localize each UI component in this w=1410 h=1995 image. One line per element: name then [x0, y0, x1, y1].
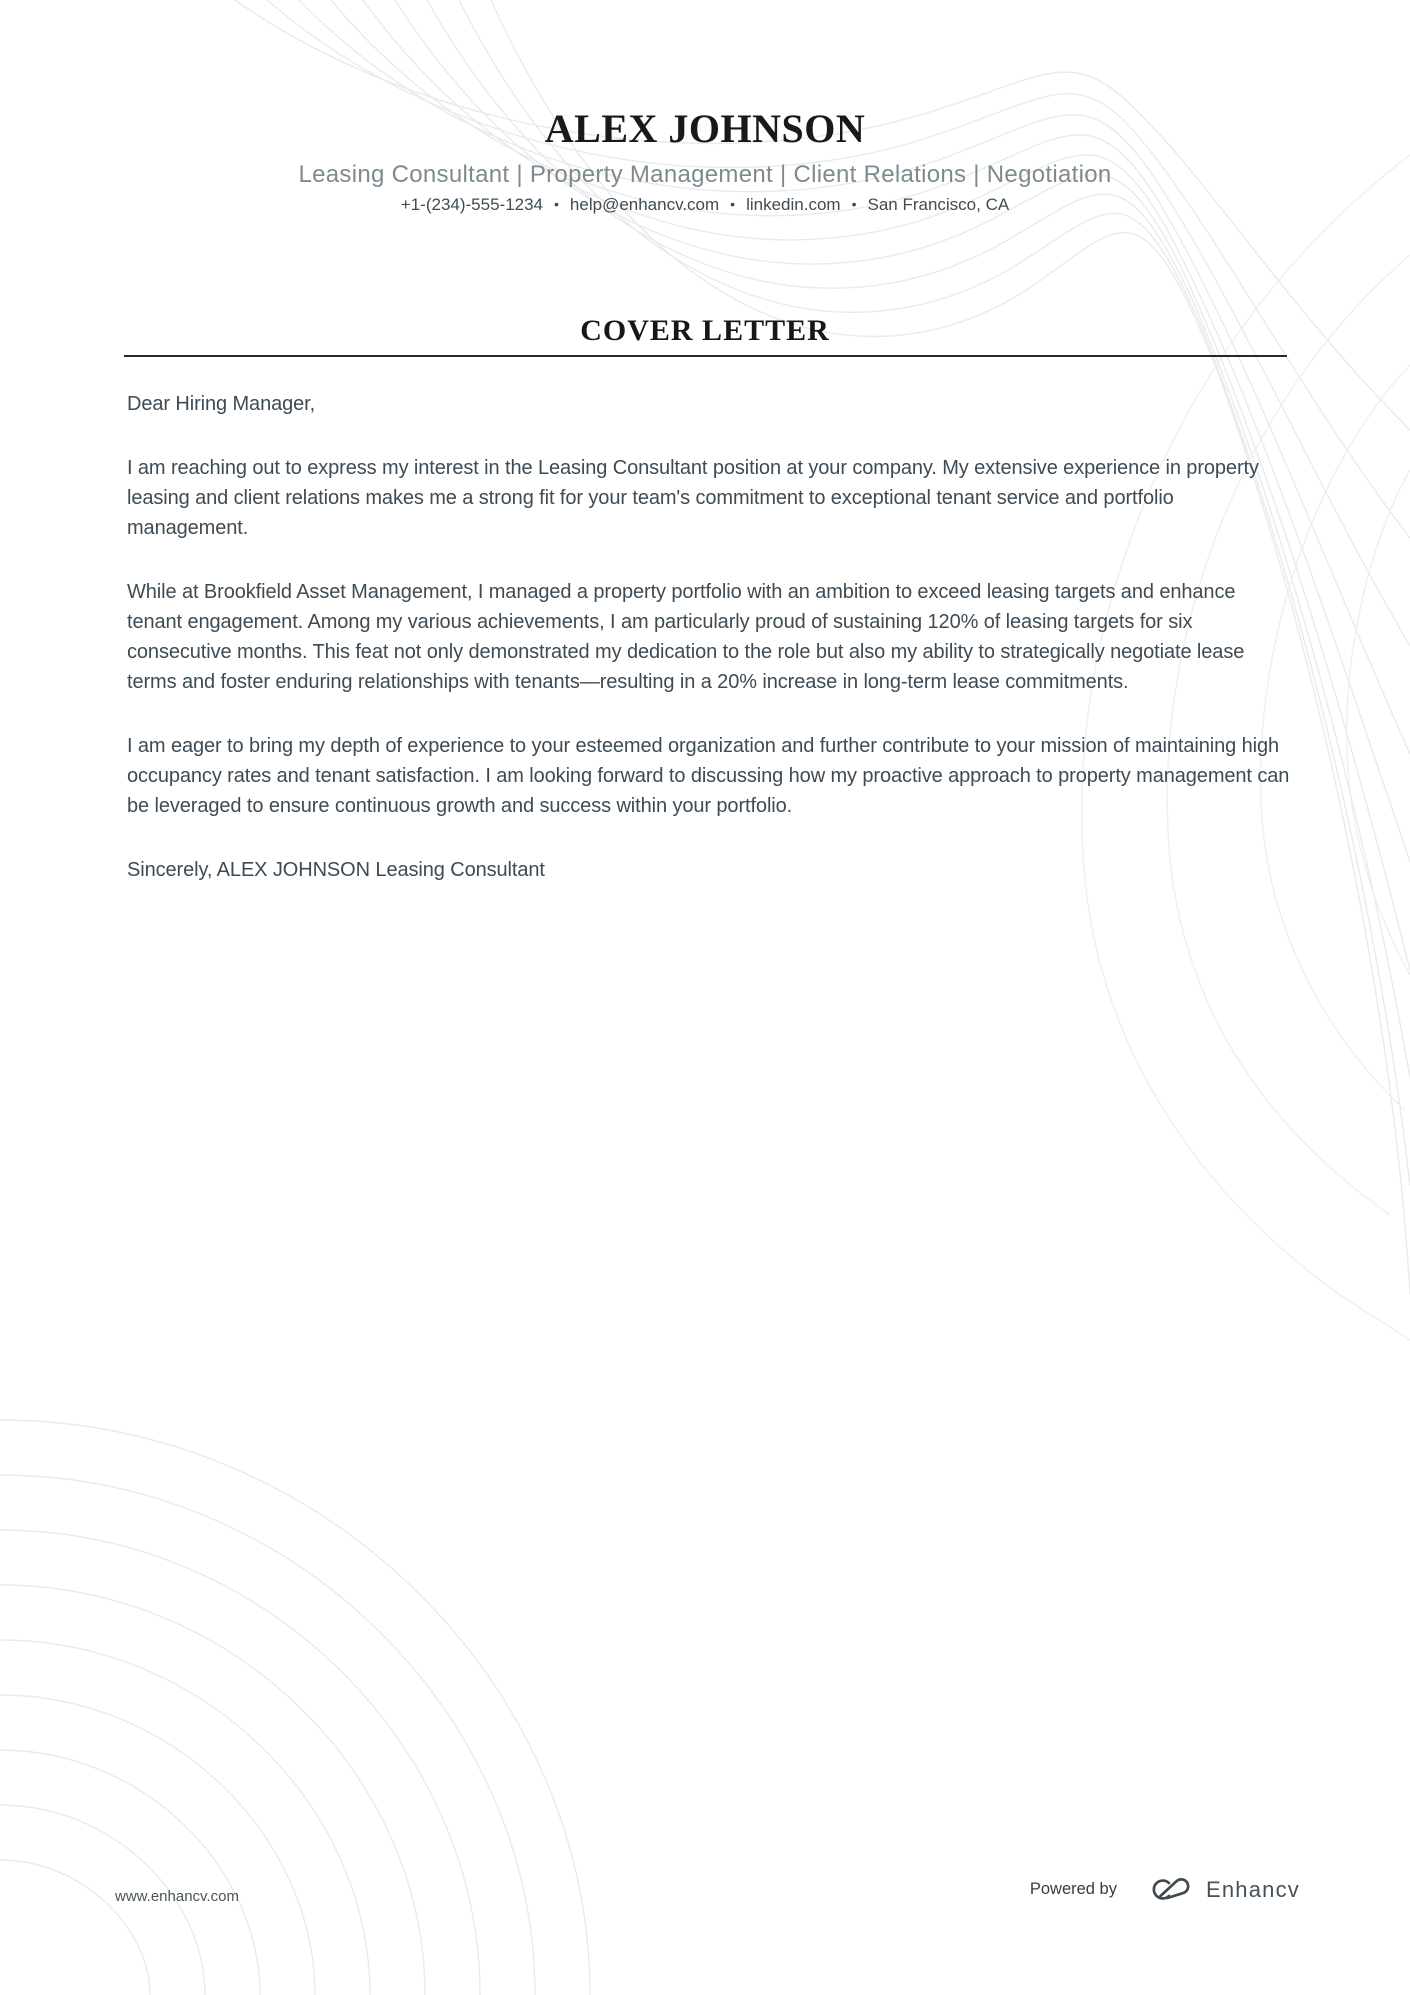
body-paragraph: I am reaching out to express my interest in the Leasing Consultant position at your company. My extensive experience in property leasing and client relations makes me a strong fit for your team's commitment to exceptional tenant service and portfolio management.: [127, 457, 1259, 539]
salutation: Dear Hiring Manager,: [127, 393, 316, 415]
body-paragraph: While at Brookfield Asset Management, I managed a property portfolio with an ambition to exceed leasing targets and enhance tenant engagement. Among my various achievements, I am particularly proud of sustaining 120% of leasing targets for six consecutive months. This feat not only demonstrated my dedication to the role but also my ability to strategically negotiate lease terms and foster enduring relationships with tenants—resulting in a 20% increase in long-term lease commitments.: [127, 581, 1245, 693]
candidate-name: ALEX JOHNSON: [544, 106, 866, 151]
enhancv-logo-icon: [1145, 1876, 1193, 1903]
contact-phone: +1-(234)-555-1234: [400, 195, 544, 214]
contact-location: San Francisco, CA: [867, 195, 1010, 214]
document-header: [0, 0, 1410, 217]
signature-line: Sincerely, ALEX JOHNSON Leasing Consultant: [127, 859, 545, 881]
bullet-separator-icon: •: [851, 196, 857, 212]
bullet-separator-icon: •: [730, 196, 736, 212]
powered-by-label: Powered by: [1029, 1880, 1117, 1898]
contact-email: help@enhancv.com: [569, 195, 720, 214]
footer-website-link[interactable]: www.enhancv.com: [115, 1888, 239, 1905]
contact-line: [0, 192, 1410, 217]
powered-by-enhancv-link[interactable]: [1030, 1876, 1300, 1903]
contour-lines-bottom-left: [0, 1420, 590, 1995]
contact-linkedin: linkedin.com: [746, 195, 841, 214]
bullet-separator-icon: •: [554, 196, 559, 212]
heading-rule: [124, 355, 1287, 357]
section-header: [0, 313, 1410, 357]
body-paragraph: I am eager to bring my depth of experience to your esteemed organization and further contribute to your mission of maintaining high occupancy rates and tenant satisfaction. I am looking forward to discussing how my proactive approach to property management can be leveraged to ensure continuous growth and success within your portfolio.: [127, 735, 1290, 817]
cover-letter-heading: COVER LETTER: [580, 314, 830, 347]
candidate-title-tagline: Leasing Consultant | Property Management | Client Relations | Negotiation: [298, 161, 1112, 188]
enhancv-wordmark: Enhancv: [1205, 1876, 1300, 1902]
letter-body: [127, 389, 1290, 885]
